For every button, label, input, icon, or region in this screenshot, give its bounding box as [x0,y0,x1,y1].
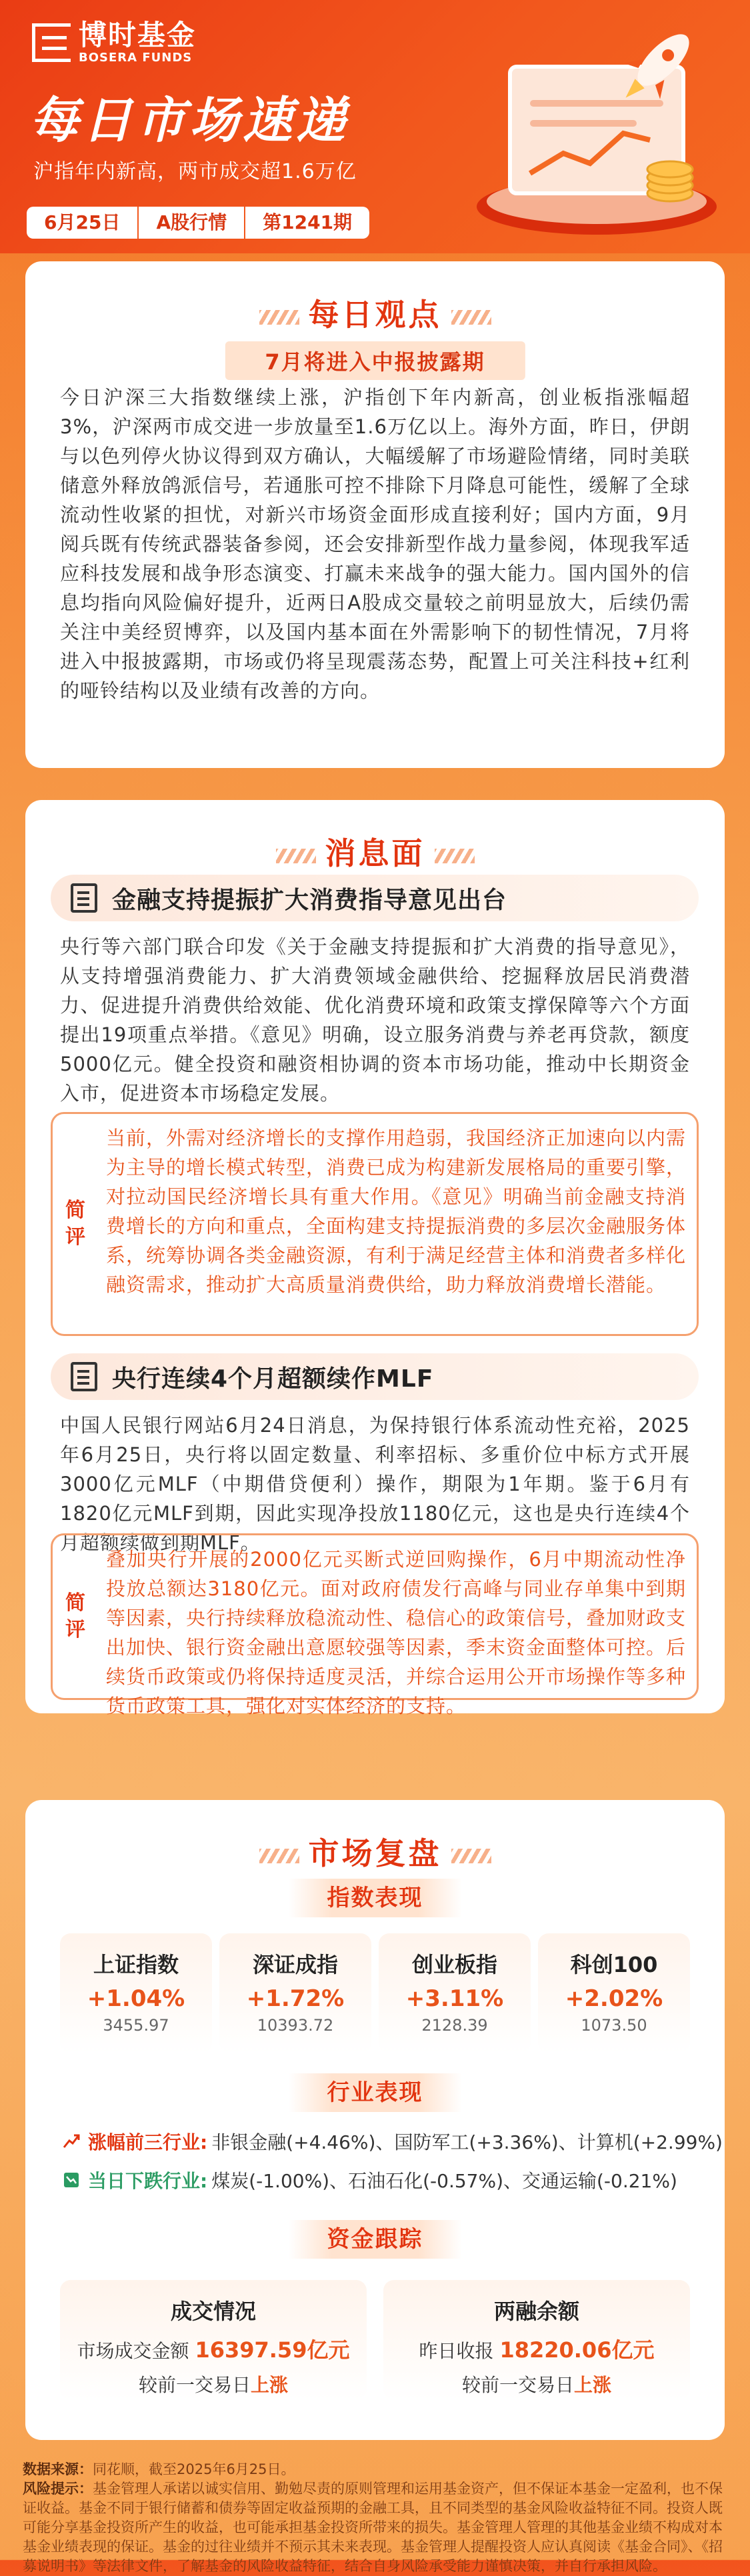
index-value: 1073.50 [581,2016,647,2035]
news-item-1-body: 央行等六部门联合印发《关于金融支持提振和扩大消费的指导意见》，从支持增强消费能力、扩大消费领域金融供给、挖掘释放居民消费潜力、促进提升消费供给效能、优化消费环境和政策支撑保障等六个方面提出19项重点举措。《意见》明确，设立服务消费与养老再贷款，额度5000亿元。健全投资和融资相协调的资本市场功能，推动中长期资金入市，促进资本市场稳定发展。 [60,935,690,1105]
news-item-1-review-text: 当前，外需对经济增长的支撑作用趋弱，我国经济正加速向以内需为主导的增长模式转型，消费已成为构建新发展格局的重要引擎，对拉动国民经济增长具有重大作用。《意见》明确当前金融支持消费增长的方向和重点，全面构建支持提振消费的多层次金融服务体系，统筹协调各类金融资源，有利于满足经营主体和消费者多样化融资需求，推动扩大高质量消费供给，助力释放消费增长潜能。 [106,1127,687,1296]
top-industries-label: 涨幅前三行业: [88,2131,208,2153]
index-change: +1.72% [246,1985,345,2012]
index-card-star100 [538,1933,690,2053]
down-industries-label: 当日下跌行业: [88,2170,208,2192]
issue-tag-bar [27,207,369,239]
risk-label: 风险提示： [23,2481,93,2497]
news-item-1-review [51,1112,699,1336]
margin-cmp-prefix: 较前一交易日 [461,2374,574,2396]
review-label: 简评 [65,1591,85,1641]
index-name: 科创100 [570,1952,658,1977]
margin-prefix: 昨日收报 [419,2340,494,2362]
down-industries-line [63,2167,677,2193]
rocket-board-illustration-icon [470,27,723,240]
brand-name-cn: 博时基金 [79,19,197,51]
index-value: 3455.97 [103,2016,169,2035]
date-tag: 6月25日 [27,207,139,239]
source-label: 数据来源： [23,2461,93,2477]
trend-down-icon [63,2171,80,2189]
market-review-card [25,1800,725,2440]
category-tag: A股行情 [139,207,245,239]
brand-logo [32,20,196,65]
view-body-text: 今日沪深三大指数继续上涨，沪指创下年内新高，创业板指涨幅超3%，沪深两市成交进一步放量至1.6万亿以上。海外方面，昨日，伊朗与以色列停火协议得到双方确认，大幅缓解了市场避险情绪，同时美联储意外释放鸽派信号，若通胀可控不排除下月降息可能性，缓解了全球流动性收紧的担忧，对新兴市场资金面形成直接利好；国内方面，9月阅兵既有传统武器装备参阅，还会安排新型作战力量参阅，体现我军适应科技发展和战争形态演变、打赢未来战争的强大能力。国内国外的信息均指向风险偏好提升，近两日A股成交量较之前明显放大，后续仍需关注中美经贸博弈，以及国内基本面在外需影响下的韧性情况，7月将进入中报披露期，市场或仍将呈现震荡态势，配置上可关注科技+红利的哑铃结构以及业绩有改善的方向。 [60,386,690,702]
news-item-2-headline: 央行连续4个月超额续作MLF [112,1365,434,1393]
margin-title: 两融余额 [493,2299,579,2324]
risk-text: 基金管理人承诺以诚实信用、勤勉尽责的原则管理和运用基金资产，但不保证本基金一定盈利，也不保证收益。基金不同于银行储蓄和债券等固定收益预期的金融工具，且不同类型的基金风险收益特征不同。投资人既可能分享基金投资所产生的收益，也可能承担基金投资所带来的损失。基金管理人管理的其他基金业绩不构成对本基金业绩表现的保证。基金的过往业绩并不预示其未来表现。基金管理人提醒投资人应认真阅读《基金合同》、《招募说明书》等法律文件，了解基金的风险收益特征，结合自身风险承受能力谨慎决策，并自行承担风险。 [23,2481,723,2574]
news-document-icon [71,883,97,913]
brand-name-en: BOSERA FUNDS [79,51,193,65]
header-banner [0,0,750,253]
news-document-icon [71,1362,97,1391]
daily-view-heading: 每日观点 [25,291,725,335]
top-industries-text: 非银金融(+4.46%)、国防军工(+3.36%)、计算机(+2.99%) [211,2131,723,2153]
news-heading: 消息面 [25,829,725,873]
turnover-cmp: 上涨 [251,2374,289,2396]
turnover-prefix: 市场成交金额 [77,2340,189,2362]
footer-disclaimer [23,2460,727,2576]
market-review-heading: 市场复盘 [25,1829,725,1873]
index-card-shenzhen [219,1933,371,2053]
turnover-cmp-prefix: 较前一交易日 [138,2374,251,2396]
logo-mark-icon [32,23,71,62]
view-highlight-ribbon: 7月将进入中报披露期 [225,341,525,380]
turnover-title: 成交情况 [170,2299,256,2324]
margin-cmp: 上涨 [574,2374,612,2396]
top-industries-line [63,2128,723,2155]
trend-up-icon [63,2133,80,2150]
index-row [60,1933,690,2053]
review-label: 简评 [65,1199,85,1249]
news-item-1-header [51,875,699,921]
index-change: +1.04% [87,1985,185,2012]
index-performance-label: 指数表现 [289,1879,462,1917]
turnover-box [60,2280,367,2400]
fund-tracking-label: 资金跟踪 [289,2220,462,2259]
news-item-2-review [51,1533,699,1717]
index-name: 创业板指 [411,1952,497,1977]
index-value: 10393.72 [257,2016,334,2035]
news-card [25,800,725,1717]
margin-amount: 18220.06亿元 [499,2337,655,2363]
index-value: 2128.39 [421,2016,488,2035]
issue-number-tag: 第1241期 [263,211,353,233]
news-item-2-header [51,1353,699,1400]
index-name: 深证成指 [252,1952,338,1977]
industry-performance-label: 行业表现 [289,2073,462,2112]
index-name: 上证指数 [93,1952,179,1977]
news-item-2-review-text: 叠加央行开展的2000亿元买断式逆回购操作，6月中期流动性净投放总额达3180亿元。面对政府债发行高峰与同业存单集中到期等因素，央行持续释放稳流动性、稳信心的政策信号，叠加财政支出加快、银行资金融出意愿较强等因素，季末资金面整体可控。后续货币政策或仍将保持适度灵活，并综合运用公开市场操作等多种货币政策工具，强化对实体经济的支持。 [106,1548,687,1717]
page-subtitle: 沪指年内新高，两市成交超1.6万亿 [33,160,357,183]
down-industries-text: 煤炭(-1.00%)、石油石化(-0.57%)、交通运输(-0.21%) [211,2170,677,2192]
page-title: 每日市场速递 [29,92,349,149]
margin-balance-box [383,2280,690,2400]
index-change: +3.11% [405,1985,504,2012]
index-card-chinext [379,1933,531,2053]
index-card-shanghai [60,1933,212,2053]
turnover-amount: 16397.59亿元 [195,2337,350,2363]
daily-view-card [25,261,725,768]
news-item-2-body: 中国人民银行网站6月24日消息，为保持银行体系流动性充裕，2025年6月25日，央行将以固定数量、利率招标、多重价位中标方式开展3000亿元MLF（中期借贷便利）操作，期限为1年期。鉴于6月有1820亿元MLF到期，因此实现净投放1180亿元，这也是央行连续4个月超额续做到期MLF。 [60,1414,690,1554]
index-change: +2.02% [565,1985,663,2012]
source-text: 同花顺，截至2025年6月25日。 [93,2461,295,2477]
news-item-1-headline: 金融支持提振扩大消费指导意见出台 [112,886,507,914]
